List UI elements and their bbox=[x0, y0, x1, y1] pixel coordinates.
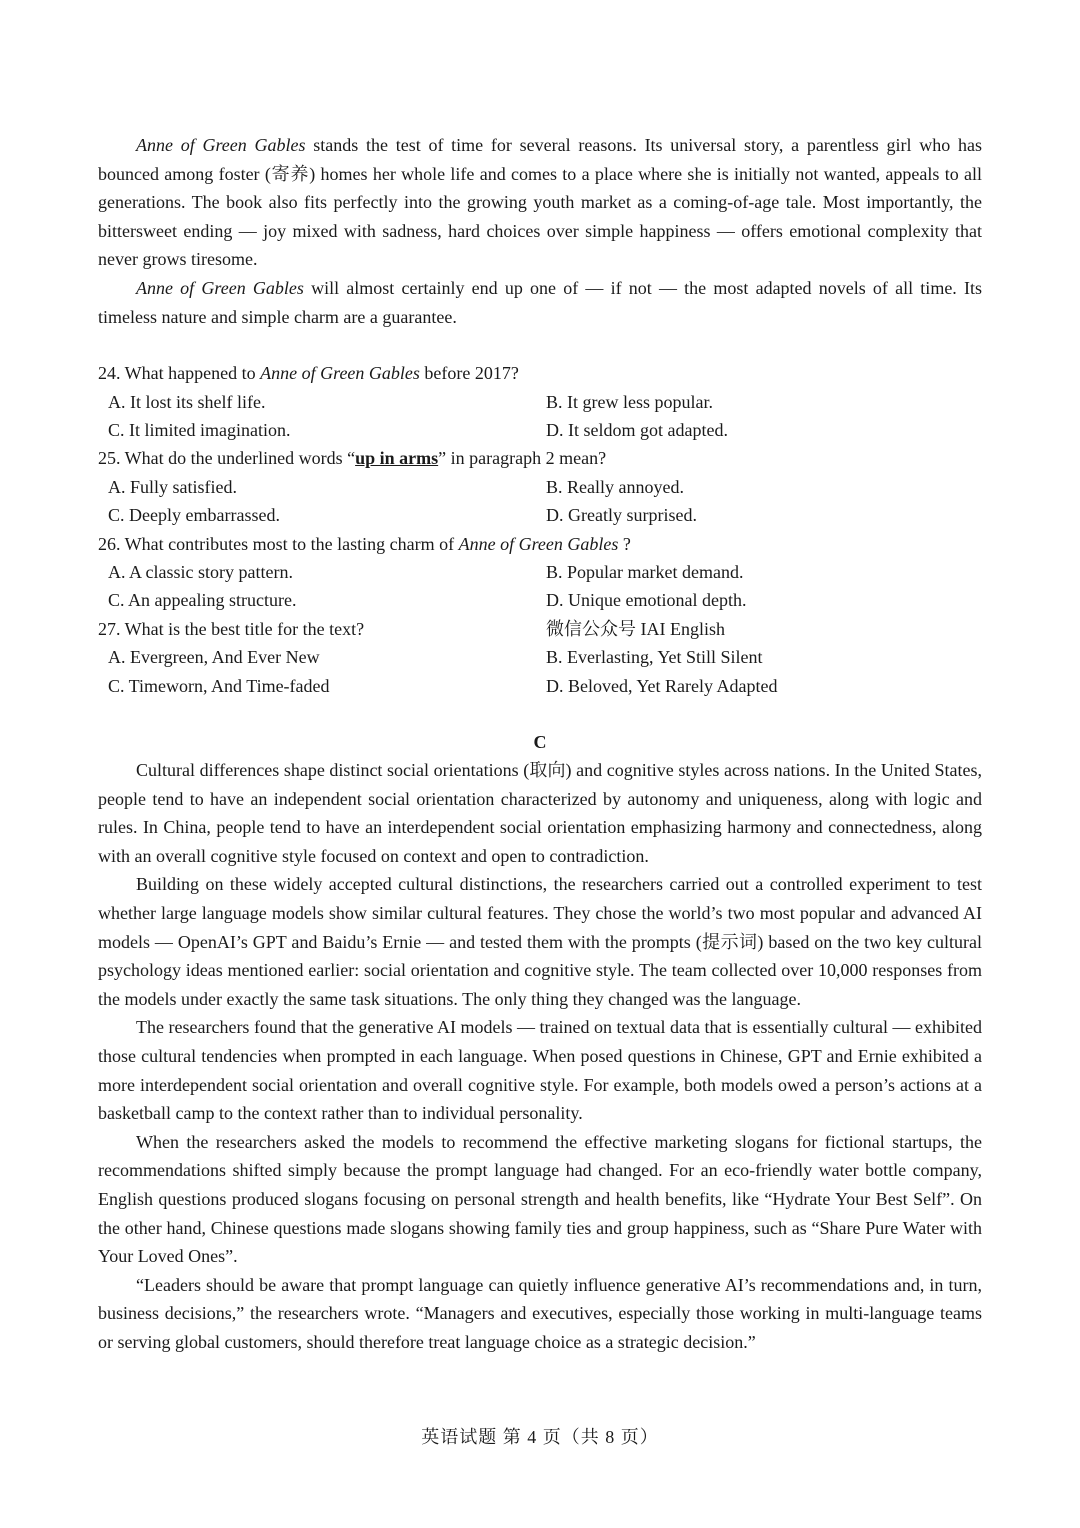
option-b[interactable]: B. Everlasting, Yet Still Silent bbox=[546, 647, 763, 668]
option-a[interactable]: A. A classic story pattern. bbox=[108, 562, 293, 582]
option-c[interactable]: C. It limited imagination. bbox=[108, 419, 291, 440]
underlined-words: up in arms bbox=[355, 448, 439, 469]
options-row bbox=[98, 473, 982, 501]
option-a[interactable]: A. It lost its shelf life. bbox=[108, 391, 266, 412]
options-row bbox=[98, 388, 982, 416]
option-c[interactable]: C. An appealing structure. bbox=[108, 590, 297, 611]
question-stem: 25. What do the underlined words “up in arms” in paragraph 2 mean? bbox=[98, 448, 607, 469]
question-24 bbox=[98, 359, 982, 444]
question-stem: 24. What happened to Anne of Green Gables before 2017? bbox=[98, 363, 519, 384]
question-27 bbox=[98, 615, 982, 700]
book-title: Anne of Green Gables bbox=[136, 135, 306, 155]
question-stem: 26. What contributes most to the lasting charm of Anne of Green Gables ? bbox=[98, 533, 631, 554]
passage-b-tail bbox=[98, 131, 982, 331]
option-b[interactable]: B. It grew less popular. bbox=[546, 391, 713, 412]
option-d[interactable]: D. It seldom got adapted. bbox=[546, 419, 728, 440]
option-a[interactable]: A. Evergreen, And Ever New bbox=[108, 647, 320, 668]
option-a[interactable]: A. Fully satisfied. bbox=[108, 476, 237, 497]
passage-c-paragraph: When the researchers asked the models to recommend the effective marketing slogans for fictional startups, the recommendations shifted simply because the prompt language had changed. For an eco-friendly water bottle company, English questions produced slogans focusing on personal strength and health benefits, like “Hydrate Your Best Self”. On the other hand, Chinese questions made slogans showing family ties and group happiness, such as “Share Pure Water with Your Loved Ones”. bbox=[98, 1131, 982, 1267]
options-row bbox=[98, 416, 982, 444]
option-c[interactable]: C. Timeworn, And Time-faded bbox=[108, 675, 330, 696]
question-stem: 27. What is the best title for the text? 微信公众号 IAI English bbox=[98, 615, 982, 643]
options-row bbox=[98, 501, 982, 529]
option-d[interactable]: D. Greatly surprised. bbox=[546, 505, 697, 526]
passage-c bbox=[98, 756, 982, 1356]
option-d[interactable]: D. Unique emotional depth. bbox=[546, 590, 747, 611]
passage-c-paragraph: The researchers found that the generative AI models — trained on textual data that is essentially cultural — exhibited those cultural tendencies when prompted in each language. When posed questions in Chinese, GPT and Ernie exhibited a more interdependent social orientation and overall cognitive style. For example, both models owed a person’s actions at a basketball camp to the context rather than to individual personality. bbox=[98, 1017, 982, 1124]
passage-c-paragraph: Building on these widely accepted cultural distinctions, the researchers carried out a controlled experiment to test whether large language models show similar cultural features. They chose the world’s two most popular and advanced AI models — OpenAI’s GPT and Baidu’s Ernie — and tested them with the prompts (提示词) based on the two key cultural psychology ideas mentioned earlier: social orientation and cognitive style. The team collected over 10,000 responses from the models under exactly the same task situations. The only thing they changed was the language. bbox=[98, 874, 982, 1009]
question-26 bbox=[98, 530, 982, 615]
passage-c-paragraph: Cultural differences shape distinct social orientations (取向) and cognitive styles across nations. In the United States, people tend to have an independent social orientation characterized by autonomy and uniqueness, along with logic and rules. In China, people tend to have an interdependent social orientation emphasizing harmony and connectedness, along with an overall cognitive style focused on context and open to contradiction. bbox=[98, 760, 982, 866]
passage-c-paragraph: “Leaders should be aware that prompt language can quietly influence generative AI’s recommendations and, in turn, business decisions,” the researchers wrote. “Managers and executives, especially those working in multi-language teams or serving global customers, should therefore treat language choice as a strategic decision.” bbox=[98, 1274, 982, 1352]
options-row bbox=[98, 586, 982, 614]
option-b[interactable]: B. Really annoyed. bbox=[546, 476, 684, 497]
option-b[interactable]: B. Popular market demand. bbox=[546, 562, 744, 582]
option-c[interactable]: C. Deeply embarrassed. bbox=[108, 505, 280, 526]
options-row bbox=[98, 672, 982, 700]
passage-b-paragraph: Anne of Green Gables will almost certainly end up one of — if not — the most adapted novels of all time. Its timeless nature and simple charm are a guarantee. bbox=[98, 277, 982, 327]
page-footer: 英语试题 第 4 页（共 8 页） bbox=[421, 1427, 659, 1447]
options-row bbox=[98, 643, 982, 671]
section-heading: C bbox=[533, 732, 547, 753]
watermark-text: 微信公众号 IAI English bbox=[546, 618, 725, 639]
options-row bbox=[98, 558, 982, 586]
book-title: Anne of Green Gables bbox=[136, 277, 304, 298]
exam-page bbox=[98, 131, 982, 1357]
option-d[interactable]: D. Beloved, Yet Rarely Adapted bbox=[546, 675, 778, 696]
passage-b-paragraph: Anne of Green Gables stands the test of time for several reasons. Its universal story, a parentless girl who has bounced among foster (寄养) homes her whole life and comes to a place where she is initially not wanted, appeals to all generations. The book also fits perfectly into the growing youth market as a coming-of-age tale. Most importantly, the bittersweet ending — joy mixed with sadness, hard choices over simple happiness — offers emotional complexity that never grows tiresome. bbox=[98, 135, 982, 270]
question-25 bbox=[98, 444, 982, 529]
